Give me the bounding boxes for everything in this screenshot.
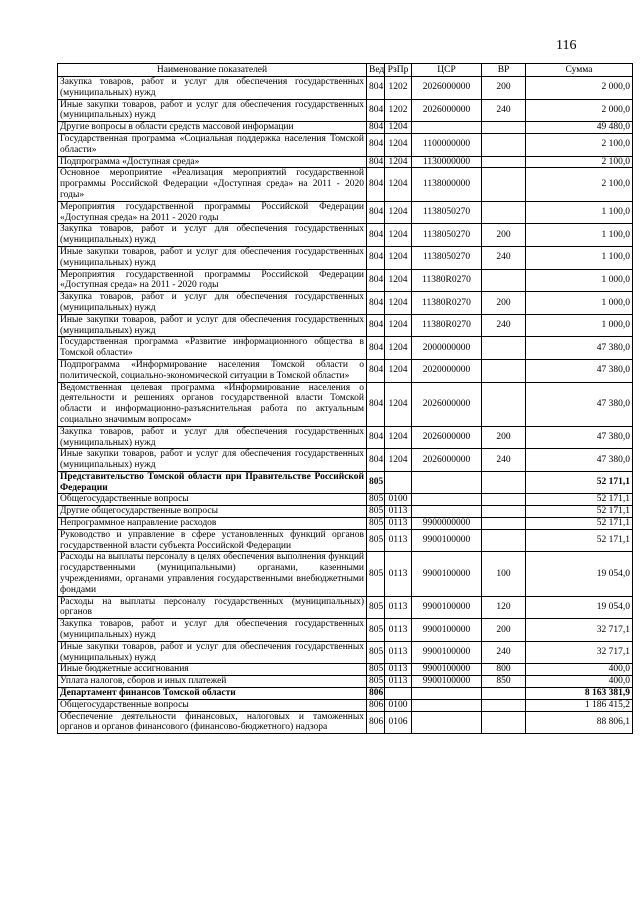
- table-header-row: [58, 64, 633, 77]
- table-row: [58, 99, 633, 122]
- row-sum: 1 000,0: [526, 314, 633, 337]
- row-rzpr: 0113: [385, 552, 412, 596]
- row-vr: [482, 699, 526, 711]
- row-vr: [482, 359, 526, 382]
- row-csr: 11380R0270: [412, 269, 482, 292]
- row-ved: 804: [367, 337, 385, 360]
- row-vr: [482, 337, 526, 360]
- row-csr: 9900100000: [412, 664, 482, 676]
- row-ved: 804: [367, 426, 385, 449]
- header-csr: ЦСР: [412, 64, 482, 77]
- table-row: [58, 77, 633, 100]
- row-rzpr: 1204: [385, 292, 412, 315]
- row-sum: 1 100,0: [526, 224, 633, 247]
- row-sum: 52 171,1: [526, 471, 633, 494]
- table-row: [58, 641, 633, 664]
- table-row: [58, 596, 633, 619]
- row-sum: 2 000,0: [526, 99, 633, 122]
- row-vr: 120: [482, 596, 526, 619]
- row-rzpr: 1204: [385, 337, 412, 360]
- table-row: [58, 224, 633, 247]
- row-csr: 11380R0270: [412, 292, 482, 315]
- page-number: 116: [556, 38, 577, 53]
- row-rzpr: 1202: [385, 77, 412, 100]
- row-sum: 8 163 381,9: [526, 688, 633, 700]
- table-row: [58, 246, 633, 269]
- row-csr: 9900100000: [412, 552, 482, 596]
- row-vr: 850: [482, 676, 526, 688]
- row-csr: 9900100000: [412, 529, 482, 552]
- row-rzpr: 1204: [385, 156, 412, 168]
- header-rzpr: РзПр: [385, 64, 412, 77]
- table-row: [58, 201, 633, 224]
- row-name: Закупка товаров, работ и услуг для обеспечения государственных (муниципальных) нужд: [58, 224, 367, 247]
- row-csr: 2026000000: [412, 449, 482, 472]
- row-sum: 32 717,1: [526, 641, 633, 664]
- row-vr: 240: [482, 641, 526, 664]
- row-sum: 1 000,0: [526, 269, 633, 292]
- row-name: Иные закупки товаров, работ и услуг для обеспечения государственных (муниципальных) нужд: [58, 246, 367, 269]
- row-name: Департамент финансов Томской области: [58, 688, 367, 700]
- row-ved: 804: [367, 99, 385, 122]
- row-rzpr: 0113: [385, 676, 412, 688]
- row-csr: [412, 506, 482, 518]
- row-sum: 400,0: [526, 664, 633, 676]
- table-row: [58, 168, 633, 201]
- row-csr: [412, 711, 482, 734]
- budget-table: [57, 63, 633, 734]
- row-sum: 1 186 415,2: [526, 699, 633, 711]
- row-vr: [482, 156, 526, 168]
- row-vr: [482, 506, 526, 518]
- row-ved: 805: [367, 494, 385, 506]
- row-csr: 9900100000: [412, 641, 482, 664]
- row-sum: 1 100,0: [526, 201, 633, 224]
- row-ved: 804: [367, 314, 385, 337]
- row-name: Другие общегосударственные вопросы: [58, 506, 367, 518]
- row-name: Общегосударственные вопросы: [58, 494, 367, 506]
- row-ved: 805: [367, 664, 385, 676]
- table-row: [58, 518, 633, 530]
- row-name: Закупка товаров, работ и услуг для обеспечения государственных (муниципальных) нужд: [58, 77, 367, 100]
- row-sum: 2 000,0: [526, 77, 633, 100]
- row-csr: [412, 699, 482, 711]
- header-ved: Вед: [367, 64, 385, 77]
- row-name: Обеспечение деятельности финансовых, налоговых и таможенных органов и органов финансового (финансово-бюджетного) надзора: [58, 711, 367, 734]
- row-vr: 200: [482, 292, 526, 315]
- row-csr: 1100000000: [412, 133, 482, 156]
- row-rzpr: [385, 471, 412, 494]
- row-rzpr: 0100: [385, 494, 412, 506]
- row-rzpr: 1204: [385, 269, 412, 292]
- row-csr: 2020000000: [412, 359, 482, 382]
- table-row: [58, 688, 633, 700]
- row-name: Расходы на выплаты персоналу в целях обеспечения выполнения функций государственными (муниципальными) органами, казенными учреждениями, органами управления государственными внебюджетными фондами: [58, 552, 367, 596]
- row-name: Расходы на выплаты персоналу государственных (муниципальных) органов: [58, 596, 367, 619]
- header-sum: Сумма: [526, 64, 633, 77]
- row-ved: 806: [367, 688, 385, 700]
- row-name: Основное мероприятие «Реализация мероприятий государственной программы Российской Федерации «Доступная среда» на 2011 - 2020 годы»: [58, 168, 367, 201]
- row-sum: 47 380,0: [526, 426, 633, 449]
- row-name: Иные бюджетные ассигнования: [58, 664, 367, 676]
- row-vr: [482, 382, 526, 426]
- row-sum: 52 171,1: [526, 529, 633, 552]
- row-csr: 1138050270: [412, 246, 482, 269]
- row-rzpr: 0100: [385, 699, 412, 711]
- row-vr: [482, 529, 526, 552]
- table-row: [58, 156, 633, 168]
- row-name: Руководство и управление в сфере установленных функций органов государственной власти субъекта Российской Федерации: [58, 529, 367, 552]
- row-ved: 804: [367, 122, 385, 134]
- row-name: Закупка товаров, работ и услуг для обеспечения государственных (муниципальных) нужд: [58, 619, 367, 642]
- row-name: Закупка товаров, работ и услуг для обеспечения государственных (муниципальных) нужд: [58, 292, 367, 315]
- row-sum: 49 480,0: [526, 122, 633, 134]
- row-vr: 240: [482, 314, 526, 337]
- row-name: Подпрограмма «Доступная среда»: [58, 156, 367, 168]
- row-sum: 2 100,0: [526, 168, 633, 201]
- row-vr: [482, 168, 526, 201]
- row-rzpr: 1204: [385, 224, 412, 247]
- table-row: [58, 269, 633, 292]
- row-sum: 1 100,0: [526, 246, 633, 269]
- row-ved: 805: [367, 619, 385, 642]
- row-name: Уплата налогов, сборов и иных платежей: [58, 676, 367, 688]
- row-ved: 804: [367, 224, 385, 247]
- row-vr: [482, 494, 526, 506]
- row-vr: 240: [482, 246, 526, 269]
- row-ved: 805: [367, 471, 385, 494]
- table-row: [58, 619, 633, 642]
- row-csr: 9900100000: [412, 619, 482, 642]
- row-ved: 806: [367, 711, 385, 734]
- row-vr: 240: [482, 449, 526, 472]
- row-rzpr: 1204: [385, 449, 412, 472]
- row-vr: 200: [482, 77, 526, 100]
- row-name: Непрограммное направление расходов: [58, 518, 367, 530]
- table-row: [58, 506, 633, 518]
- row-ved: 804: [367, 359, 385, 382]
- row-rzpr: 1204: [385, 382, 412, 426]
- row-ved: 804: [367, 201, 385, 224]
- row-sum: 47 380,0: [526, 449, 633, 472]
- row-csr: [412, 494, 482, 506]
- row-csr: 9900100000: [412, 596, 482, 619]
- row-sum: 52 171,1: [526, 518, 633, 530]
- row-name: Подпрограмма «Информирование населения Томской области о политической, социально-экономической ситуации в Томской области»: [58, 359, 367, 382]
- row-rzpr: 0113: [385, 518, 412, 530]
- row-name: Мероприятия государственной программы Российской Федерации «Доступная среда» на 2011 - 2020 годы: [58, 269, 367, 292]
- row-rzpr: 1204: [385, 426, 412, 449]
- row-rzpr: [385, 688, 412, 700]
- table-body: [58, 77, 633, 734]
- row-ved: 805: [367, 676, 385, 688]
- row-vr: [482, 518, 526, 530]
- row-sum: 47 380,0: [526, 359, 633, 382]
- table-row: [58, 426, 633, 449]
- row-csr: 1138050270: [412, 224, 482, 247]
- table-row: [58, 382, 633, 426]
- row-name: Иные закупки товаров, работ и услуг для обеспечения государственных (муниципальных) нужд: [58, 314, 367, 337]
- row-ved: 804: [367, 156, 385, 168]
- row-rzpr: 0113: [385, 529, 412, 552]
- table-row: [58, 664, 633, 676]
- row-rzpr: 1204: [385, 201, 412, 224]
- row-name: Мероприятия государственной программы Российской Федерации «Доступная среда» на 2011 - 2020 годы: [58, 201, 367, 224]
- row-rzpr: 1202: [385, 99, 412, 122]
- row-vr: 200: [482, 619, 526, 642]
- row-name: Общегосударственные вопросы: [58, 699, 367, 711]
- row-csr: 9900100000: [412, 676, 482, 688]
- row-csr: [412, 688, 482, 700]
- header-vr: ВР: [482, 64, 526, 77]
- row-sum: 2 100,0: [526, 156, 633, 168]
- row-name: Иные закупки товаров, работ и услуг для обеспечения государственных (муниципальных) нужд: [58, 449, 367, 472]
- table-row: [58, 122, 633, 134]
- table-row: [58, 359, 633, 382]
- row-rzpr: 1204: [385, 359, 412, 382]
- row-ved: 804: [367, 133, 385, 156]
- row-rzpr: 0113: [385, 664, 412, 676]
- row-rzpr: 1204: [385, 314, 412, 337]
- row-csr: [412, 471, 482, 494]
- row-rzpr: 0113: [385, 596, 412, 619]
- row-vr: [482, 201, 526, 224]
- row-name: Другие вопросы в области средств массовой информации: [58, 122, 367, 134]
- row-vr: [482, 688, 526, 700]
- row-csr: 11380R0270: [412, 314, 482, 337]
- row-vr: 100: [482, 552, 526, 596]
- row-rzpr: 1204: [385, 168, 412, 201]
- row-rzpr: 1204: [385, 133, 412, 156]
- row-vr: 200: [482, 224, 526, 247]
- row-csr: 2026000000: [412, 99, 482, 122]
- row-csr: 2026000000: [412, 77, 482, 100]
- row-vr: 200: [482, 426, 526, 449]
- row-csr: [412, 122, 482, 134]
- row-sum: 1 000,0: [526, 292, 633, 315]
- row-sum: 32 717,1: [526, 619, 633, 642]
- row-sum: 19 054,0: [526, 552, 633, 596]
- row-vr: 240: [482, 99, 526, 122]
- row-rzpr: 1204: [385, 246, 412, 269]
- row-sum: 52 171,1: [526, 506, 633, 518]
- row-csr: 1130000000: [412, 156, 482, 168]
- table-row: [58, 471, 633, 494]
- row-ved: 804: [367, 168, 385, 201]
- table-row: [58, 133, 633, 156]
- table-row: [58, 529, 633, 552]
- row-vr: [482, 133, 526, 156]
- table-row: [58, 711, 633, 734]
- row-sum: 52 171,1: [526, 494, 633, 506]
- row-sum: 400,0: [526, 676, 633, 688]
- row-name: Представительство Томской области при Правительстве Российской Федерации: [58, 471, 367, 494]
- table-row: [58, 449, 633, 472]
- row-sum: 47 380,0: [526, 382, 633, 426]
- row-csr: 2026000000: [412, 426, 482, 449]
- row-ved: 806: [367, 699, 385, 711]
- row-rzpr: 0106: [385, 711, 412, 734]
- row-vr: [482, 711, 526, 734]
- row-ved: 805: [367, 552, 385, 596]
- row-name: Иные закупки товаров, работ и услуг для обеспечения государственных (муниципальных) нужд: [58, 641, 367, 664]
- row-ved: 805: [367, 518, 385, 530]
- row-sum: 19 054,0: [526, 596, 633, 619]
- row-sum: 47 380,0: [526, 337, 633, 360]
- row-name: Государственная программа «Социальная поддержка населения Томской области»: [58, 133, 367, 156]
- row-ved: 804: [367, 382, 385, 426]
- row-csr: 2026000000: [412, 382, 482, 426]
- row-ved: 805: [367, 641, 385, 664]
- table-row: [58, 337, 633, 360]
- row-ved: 805: [367, 529, 385, 552]
- table-row: [58, 314, 633, 337]
- row-vr: [482, 269, 526, 292]
- row-name: Государственная программа «Развитие информационного общества в Томской области»: [58, 337, 367, 360]
- row-ved: 804: [367, 292, 385, 315]
- table-row: [58, 494, 633, 506]
- table-row: [58, 292, 633, 315]
- row-rzpr: 0113: [385, 641, 412, 664]
- row-vr: 800: [482, 664, 526, 676]
- row-csr: 1138050270: [412, 201, 482, 224]
- row-name: Закупка товаров, работ и услуг для обеспечения государственных (муниципальных) нужд: [58, 426, 367, 449]
- row-name: Ведомственная целевая программа «Информирование населения о деятельности и решениях органов государственной власти Томской области и информационно-разъяснительная работа по актуальным социально значимым вопросам»: [58, 382, 367, 426]
- row-vr: [482, 471, 526, 494]
- row-ved: 804: [367, 269, 385, 292]
- row-ved: 804: [367, 246, 385, 269]
- row-sum: 88 806,1: [526, 711, 633, 734]
- row-csr: 1138000000: [412, 168, 482, 201]
- row-rzpr: 0113: [385, 619, 412, 642]
- row-rzpr: 1204: [385, 122, 412, 134]
- header-name: Наименование показателей: [58, 64, 367, 77]
- row-ved: 804: [367, 449, 385, 472]
- row-rzpr: 0113: [385, 506, 412, 518]
- row-ved: 804: [367, 77, 385, 100]
- row-csr: 9900000000: [412, 518, 482, 530]
- row-vr: [482, 122, 526, 134]
- row-sum: 2 100,0: [526, 133, 633, 156]
- row-csr: 2000000000: [412, 337, 482, 360]
- table-row: [58, 676, 633, 688]
- table-row: [58, 552, 633, 596]
- table-row: [58, 699, 633, 711]
- row-ved: 805: [367, 506, 385, 518]
- row-name: Иные закупки товаров, работ и услуг для обеспечения государственных (муниципальных) нужд: [58, 99, 367, 122]
- row-ved: 805: [367, 596, 385, 619]
